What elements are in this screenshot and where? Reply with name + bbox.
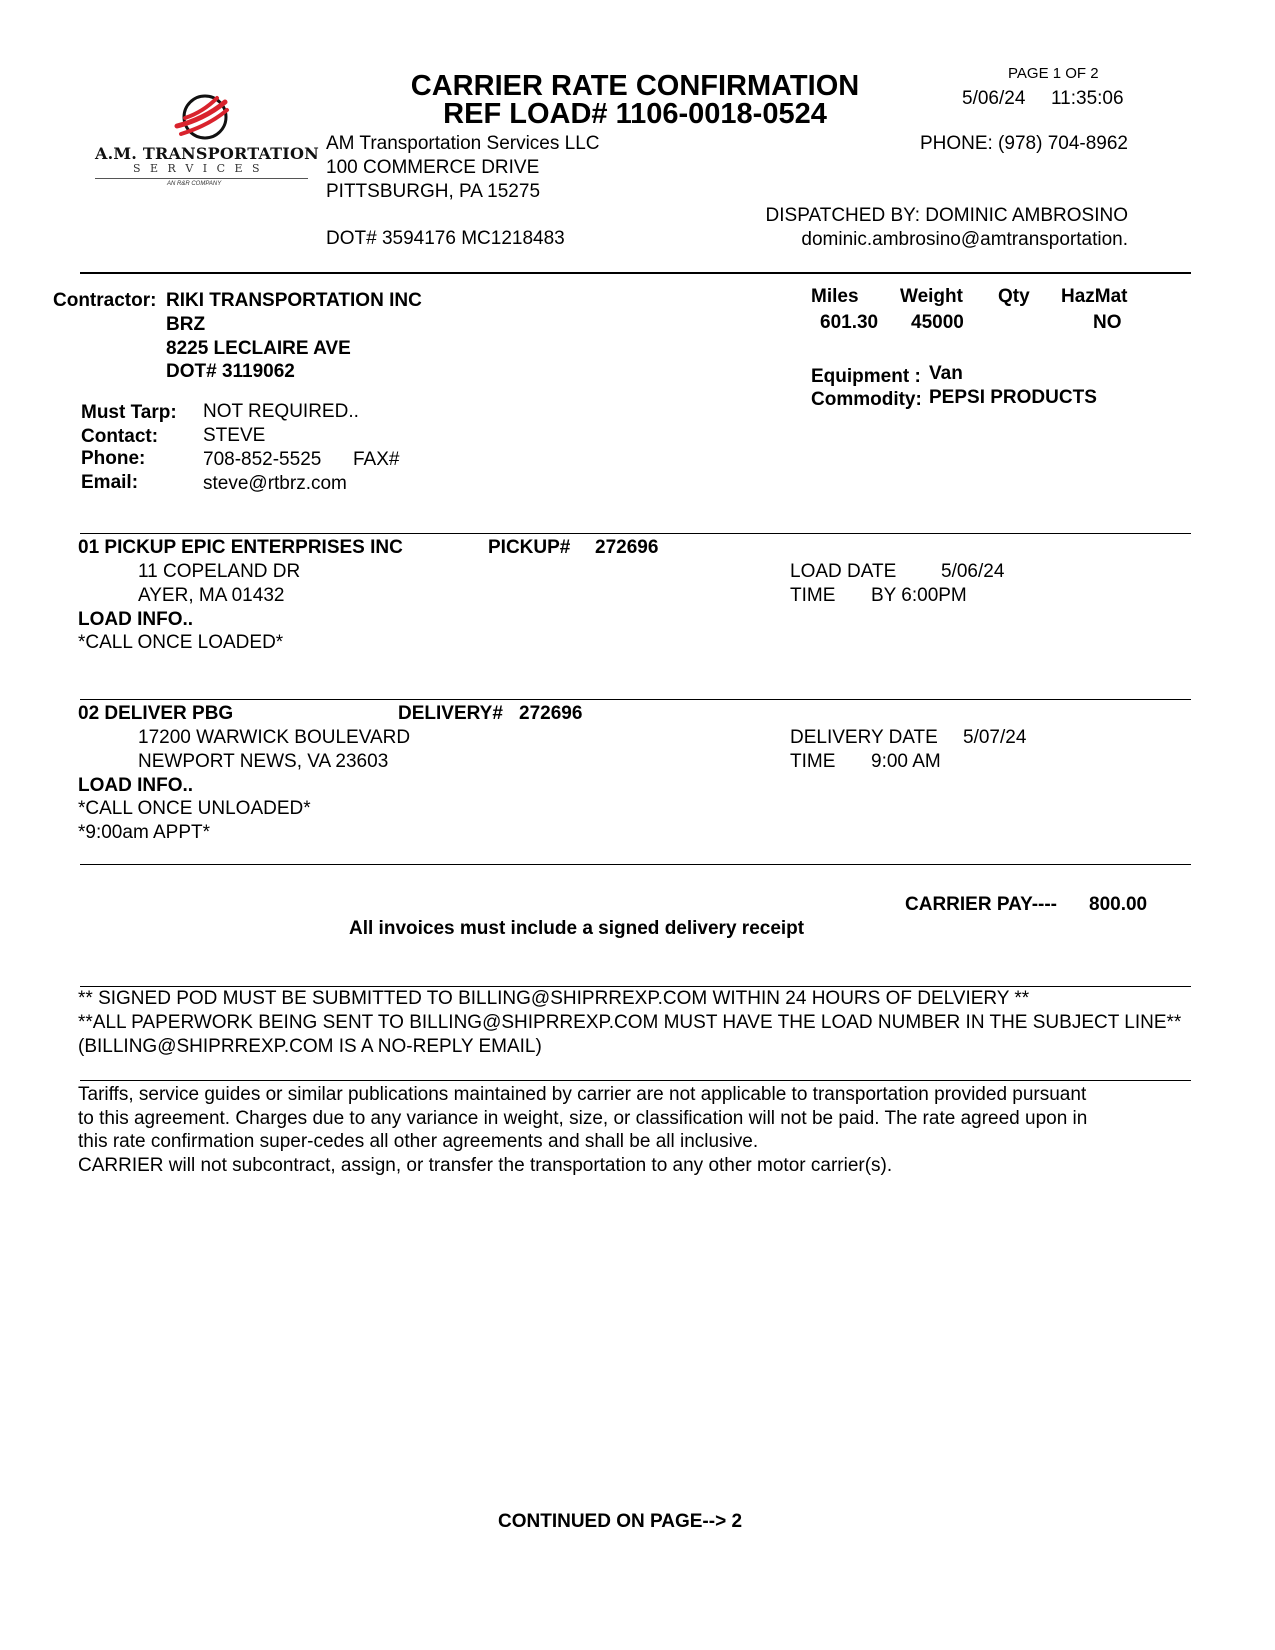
delivery-time-label: TIME [790,751,836,772]
delivery-load-info-label: LOAD INFO.. [78,775,194,796]
delivery-number-label: DELIVERY# [398,703,503,724]
contractor-line2: BRZ [166,314,206,335]
carrier-pay-amount: 800.00 [1089,894,1148,915]
carrier-pay-label: CARRIER PAY---- [905,894,1058,915]
pickup-address-2: AYER, MA 01432 [138,585,285,606]
dispatcher-email: dominic.ambrosino@amtransportation. [801,229,1128,250]
delivery-note-2: *9:00am APPT* [78,822,211,843]
page-indicator: PAGE 1 OF 2 [1008,65,1099,82]
weight-label: Weight [900,286,963,307]
divider [80,1080,1191,1081]
equipment-value: Van [929,363,963,384]
must-tarp-label: Must Tarp: [81,402,177,423]
company-address-2: PITTSBURGH, PA 15275 [326,181,541,202]
notice-line-1: ** SIGNED POD MUST BE SUBMITTED TO BILLING@SHIPRREXP.COM WITHIN 24 HOURS OF DELVIERY ** [78,988,1030,1009]
continued-on-page: CONTINUED ON PAGE--> 2 [498,1511,743,1532]
hazmat-value: NO [1093,312,1122,333]
contractor-dot: DOT# 3119062 [166,361,295,382]
email-value: steve@rtbrz.com [203,473,347,494]
notice-line-3: (BILLING@SHIPRREXP.COM IS A NO-REPLY EMAIL) [78,1036,542,1057]
delivery-address-1: 17200 WARWICK BOULEVARD [138,727,411,748]
phone-label: Phone: [81,448,146,469]
load-date-value: 5/06/24 [941,561,1005,582]
company-phone: PHONE: (978) 704-8962 [919,133,1128,154]
divider [80,699,1191,700]
pickup-time-value: BY 6:00PM [871,585,967,606]
pickup-heading: 01 PICKUP EPIC ENTERPRISES INC [78,537,403,558]
weight-value: 45000 [911,312,964,333]
ref-load-number: REF LOAD# 1106-0018-0524 [443,98,827,130]
divider [80,272,1191,274]
load-date-label: LOAD DATE [790,561,897,582]
delivery-number: 272696 [519,703,583,724]
dispatched-by: DISPATCHED BY: DOMINIC AMBROSINO [765,205,1128,226]
miles-label: Miles [811,286,859,307]
page-title: CARRIER RATE CONFIRMATION [410,70,860,102]
hazmat-label: HazMat [1061,286,1128,307]
logo-tagline: AN R&R COMPANY [167,181,222,187]
commodity-value: PEPSI PRODUCTS [929,387,1097,408]
email-label: Email: [81,472,139,493]
delivery-date-label: DELIVERY DATE [790,727,938,748]
delivery-time-value: 9:00 AM [871,751,941,772]
must-tarp-value: NOT REQUIRED.. [203,401,359,422]
divider [80,533,1191,534]
pickup-address-1: 11 COPELAND DR [138,561,301,582]
company-dot: DOT# 3594176 MC1218483 [326,228,565,249]
phone-value: 708-852-5525 [203,449,322,470]
miles-value: 601.30 [820,312,879,333]
commodity-label: Commodity: [811,389,922,410]
terms-line-3: this rate confirmation super-cedes all other agreements and shall be all inclusive. [78,1131,759,1152]
qty-label: Qty [998,286,1030,307]
contact-value: STEVE [203,425,266,446]
terms-line-2: to this agreement. Charges due to any variance in weight, size, or classification will not be paid. The rate agreed upon in [78,1108,1088,1129]
pickup-load-info-label: LOAD INFO.. [78,609,194,630]
pickup-time-label: TIME [790,585,836,606]
divider [80,986,1191,987]
delivery-address-2: NEWPORT NEWS, VA 23603 [138,751,389,772]
terms-line-4: CARRIER will not subcontract, assign, or transfer the transportation to any other motor carrier(s). [78,1155,893,1176]
contractor-name: RIKI TRANSPORTATION INC [166,290,422,311]
delivery-note-1: *CALL ONCE UNLOADED* [78,798,311,819]
delivery-date-value: 5/07/24 [963,727,1027,748]
logo-sub: S E R V I C E S [133,162,263,175]
pickup-number-label: PICKUP# [488,537,571,558]
company-logo [95,92,319,192]
fax-label: FAX# [353,449,400,470]
company-name: AM Transportation Services LLC [326,133,600,154]
company-address-1: 100 COMMERCE DRIVE [326,157,540,178]
delivery-heading: 02 DELIVER PBG [78,703,234,724]
header-time: 11:35:06 [1051,88,1124,109]
pickup-note: *CALL ONCE LOADED* [78,632,284,653]
swoosh-globe-icon [173,92,233,144]
contact-label: Contact: [81,426,159,447]
logo-name: A.M. TRANSPORTATION [95,144,319,163]
header-date: 5/06/24 [962,88,1026,109]
contractor-label: Contractor: [53,290,157,311]
divider [80,864,1191,865]
equipment-label: Equipment : [811,366,921,387]
terms-line-1: Tariffs, service guides or similar publications maintained by carrier are not applicable to transportation provided pursuant [78,1084,1087,1105]
notice-line-2: **ALL PAPERWORK BEING SENT TO BILLING@SHIPRREXP.COM MUST HAVE THE LOAD NUMBER IN THE SUBJECT LINE** [78,1012,1182,1033]
pickup-number: 272696 [595,537,659,558]
invoice-note: All invoices must include a signed delivery receipt [349,918,805,939]
contractor-address: 8225 LECLAIRE AVE [166,338,351,359]
